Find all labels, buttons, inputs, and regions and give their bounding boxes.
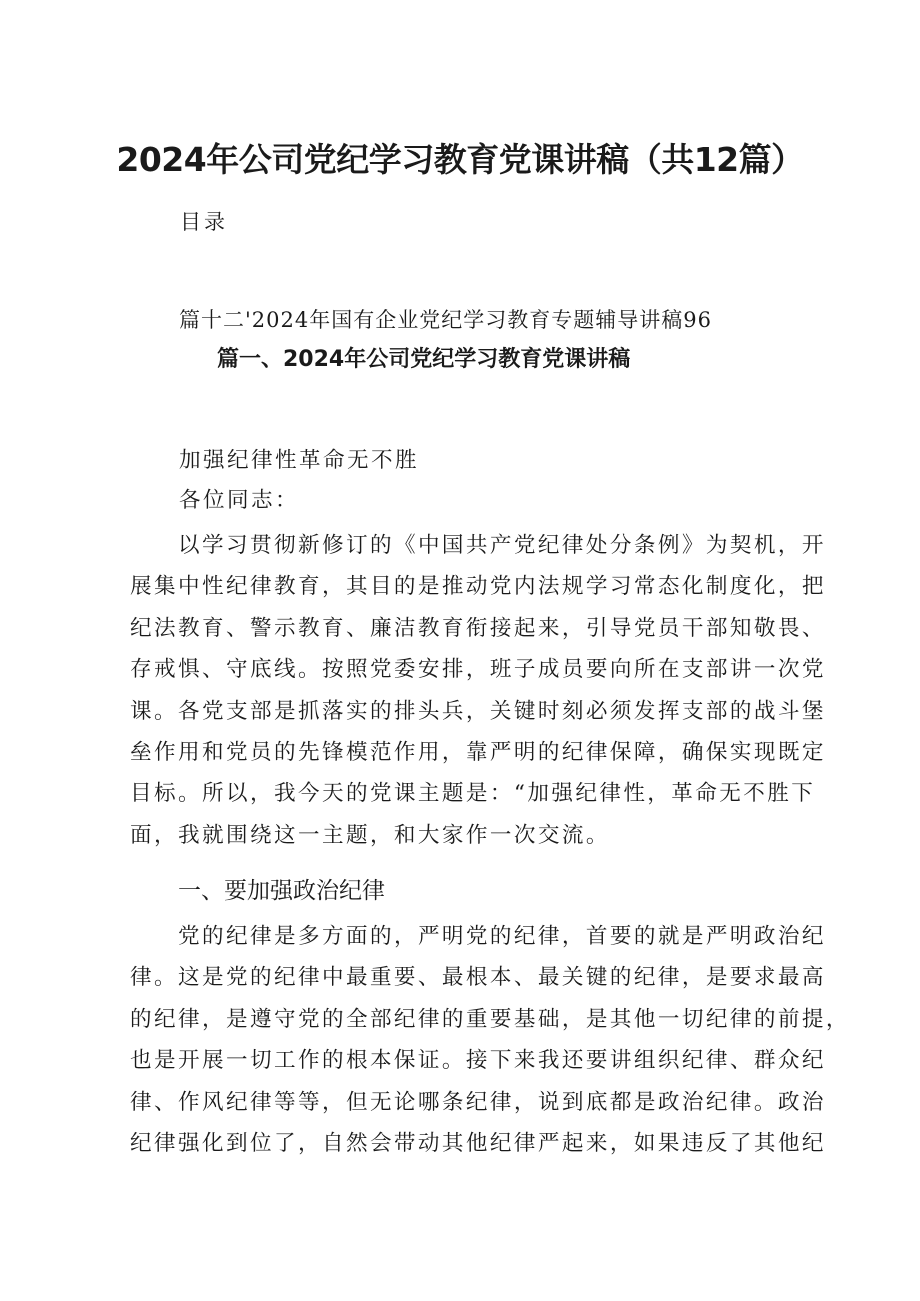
paragraph-1 [130, 525, 826, 856]
paragraph-line: 垒作用和党员的先锋模范作用，靠严明的纪律保障，确保实现既定 [130, 740, 826, 766]
toc-label: 目录 [180, 210, 228, 234]
paragraph-line: 展集中性纪律教育，其目的是推动党内法规学习常态化制度化，把 [130, 574, 826, 600]
section-title: 篇一、2024年公司党纪学习教育党课讲稿 [217, 347, 631, 372]
paragraph-line: 律、作风纪律等等，但无论哪条纪律，说到底都是政治纪律。政治 [130, 1089, 826, 1115]
paragraph-line: 也是开展一切工作的根本保证。接下来我还要讲组织纪律、群众纪 [130, 1048, 826, 1074]
heading-political-discipline: 一、要加强政治纪律 [178, 878, 385, 904]
paragraph-line: 律。这是党的纪律中最重要、最根本、最关键的纪律，是要求最高 [130, 965, 826, 991]
paragraph-2 [130, 916, 850, 1164]
paragraph-line: 存戒惧、守底线。按照党委安排，班子成员要向所在支部讲一次党 [130, 657, 826, 683]
toc-entry[interactable]: 篇十二'2024年国有企业党纪学习教育专题辅导讲稿96 [179, 308, 712, 332]
paragraph-line: 纪法教育、警示教育、廉洁教育衔接起来，引导党员干部知敬畏、 [130, 615, 826, 641]
paragraph-line: 的纪律，是遵守党的全部纪律的重要基础，是其他一切纪律的前提， [130, 1006, 850, 1032]
paragraph-line: 目标。所以，我今天的党课主题是：“加强纪律性，革命无不胜下 [130, 781, 816, 807]
paragraph-line: 纪律强化到位了，自然会带动其他纪律严起来，如果违反了其他纪 [130, 1131, 826, 1157]
greeting: 各位同志： [179, 488, 299, 513]
paragraph-line: 面，我就围绕这一主题，和大家作一次交流。 [130, 822, 610, 848]
paragraph-line: 以学习贯彻新修订的《中国共产党纪律处分条例》为契机，开 [178, 533, 826, 558]
paragraph-line: 课。各党支部是抓落实的排头兵，关键时刻必须发挥支部的战斗堡 [130, 698, 826, 724]
paragraph-line: 党的纪律是多方面的，严明党的纪律，首要的就是严明政治纪 [178, 924, 826, 949]
document-title: 2024年公司党纪学习教育党课讲稿（共12篇） [116, 140, 804, 179]
speech-subtitle: 加强纪律性革命无不胜 [179, 448, 419, 473]
